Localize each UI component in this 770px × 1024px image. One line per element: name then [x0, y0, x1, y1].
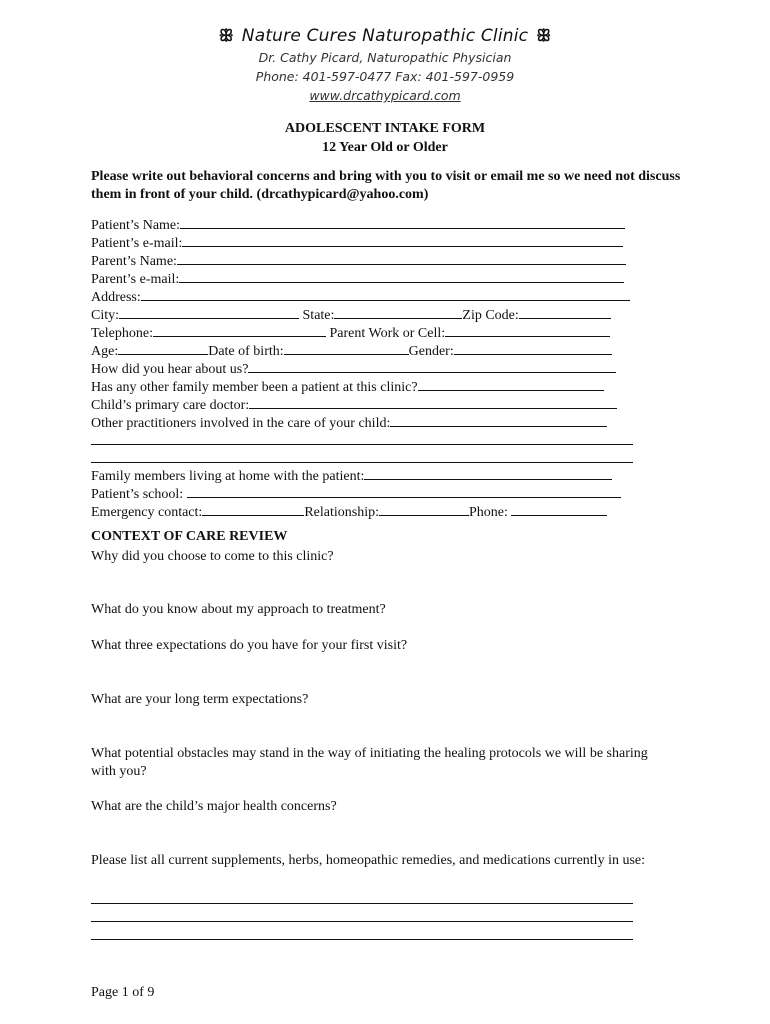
state-label: State:: [302, 308, 335, 323]
dob-field[interactable]: [284, 341, 409, 355]
patient-name-row: [91, 215, 636, 235]
zip-label: Zip Code:: [462, 308, 519, 323]
other-practitioners-line-2[interactable]: [91, 444, 633, 445]
question-health-concerns: What are the child’s major health concerns?: [91, 799, 337, 814]
family-patient-label: Has any other family member been a patient at this clinic?: [91, 380, 418, 395]
phone-label: Phone:: [468, 505, 508, 520]
context-of-care-heading: CONTEXT OF CARE REVIEW: [91, 529, 288, 544]
relationship-field[interactable]: [379, 502, 469, 516]
school-label: Patient’s school:: [91, 487, 184, 502]
patient-name-label: Patient’s Name:: [91, 218, 181, 233]
primary-doctor-label: Child’s primary care doctor:: [91, 398, 250, 413]
primary-doctor-row: [91, 395, 636, 415]
city-label: City:: [91, 308, 120, 323]
other-practitioners-row: [91, 413, 636, 433]
parent-email-row: [91, 269, 636, 289]
patient-email-row: [91, 233, 636, 253]
address-field[interactable]: [141, 287, 630, 301]
patient-email-label: Patient’s e-mail:: [91, 236, 183, 251]
relationship-label: Relationship:: [304, 505, 379, 520]
form-subtitle: 12 Year Old or Older: [322, 140, 448, 155]
city-field[interactable]: [119, 305, 299, 319]
heard-about-field[interactable]: [248, 359, 616, 373]
page-number: Page 1 of 9: [91, 985, 155, 1000]
supplements-line-3[interactable]: [91, 939, 633, 940]
patient-name-field[interactable]: [180, 215, 625, 229]
question-approach: What do you know about my approach to treatment?: [91, 602, 386, 617]
zip-field[interactable]: [519, 305, 611, 319]
clinic-phone-fax: Phone: 401-597-0477 Fax: 401-597-0959: [255, 69, 515, 84]
clinic-name-heading: [0, 26, 770, 46]
other-practitioners-line-3[interactable]: [91, 462, 633, 463]
primary-doctor-field[interactable]: [249, 395, 617, 409]
dob-label: Date of birth:: [208, 344, 284, 359]
address-label: Address:: [91, 290, 141, 305]
question-long-term-expectations: What are your long term expectations?: [91, 692, 309, 707]
emergency-contact-field[interactable]: [202, 502, 304, 516]
parent-email-label: Parent’s e-mail:: [91, 272, 180, 287]
telephone-row: [91, 323, 636, 343]
parent-email-field[interactable]: [179, 269, 624, 283]
heard-about-label: How did you hear about us?: [91, 362, 249, 377]
clinic-name: Nature Cures Naturopathic Clinic: [241, 26, 529, 46]
doctor-name: Dr. Cathy Picard, Naturopathic Physician: [258, 50, 512, 65]
school-field[interactable]: [187, 484, 621, 498]
telephone-label: Telephone:: [91, 326, 153, 341]
telephone-field[interactable]: [153, 323, 326, 337]
age-field[interactable]: [118, 341, 208, 355]
form-title: ADOLESCENT INTAKE FORM: [284, 121, 486, 136]
question-first-visit-expectations: What three expectations do you have for your first visit?: [91, 638, 408, 653]
behavioral-notice: Please write out behavioral concerns and bring with you to visit or email me so we need not discuss them in front of your child. (drcathypicard@yahoo.com): [91, 169, 681, 202]
question-why-clinic: Why did you choose to come to this clinic?: [91, 549, 334, 564]
address-row: [91, 287, 636, 307]
emergency-contact-label: Emergency contact:: [91, 505, 203, 520]
state-field[interactable]: [334, 305, 462, 319]
clinic-website-link[interactable]: www.drcathypicard.com: [309, 88, 461, 103]
parent-name-label: Parent’s Name:: [91, 254, 177, 269]
flourish-left-icon: ꕥ: [218, 26, 234, 45]
parent-name-row: [91, 251, 636, 271]
family-members-field[interactable]: [364, 466, 612, 480]
age-label: Age:: [91, 344, 119, 359]
heard-about-row: [91, 359, 636, 379]
question-supplements: Please list all current supplements, herbs, homeopathic remedies, and medications currently in use:: [91, 853, 646, 868]
patient-email-field[interactable]: [182, 233, 623, 247]
gender-label: Gender:: [408, 344, 454, 359]
emergency-contact-row: [91, 502, 636, 522]
supplements-line-2[interactable]: [91, 921, 633, 922]
phone-field[interactable]: [511, 502, 607, 516]
school-row: [91, 484, 636, 504]
supplements-line-1[interactable]: [91, 903, 633, 904]
question-obstacles: What potential obstacles may stand in the way of initiating the healing protocols we will be sharing with you?: [91, 746, 648, 779]
family-patient-field[interactable]: [418, 377, 604, 391]
family-members-row: [91, 466, 636, 486]
parent-name-field[interactable]: [177, 251, 626, 265]
other-practitioners-label: Other practitioners involved in the care of your child:: [91, 416, 391, 431]
family-members-label: Family members living at home with the patient:: [91, 469, 365, 484]
family-patient-row: [91, 377, 636, 397]
city-state-zip-row: [91, 305, 636, 325]
parent-work-label: Parent Work or Cell:: [329, 326, 446, 341]
other-practitioners-field[interactable]: [390, 413, 607, 427]
age-dob-gender-row: [91, 341, 636, 361]
flourish-right-icon: ꕥ: [536, 26, 552, 45]
parent-work-field[interactable]: [445, 323, 610, 337]
gender-field[interactable]: [454, 341, 612, 355]
